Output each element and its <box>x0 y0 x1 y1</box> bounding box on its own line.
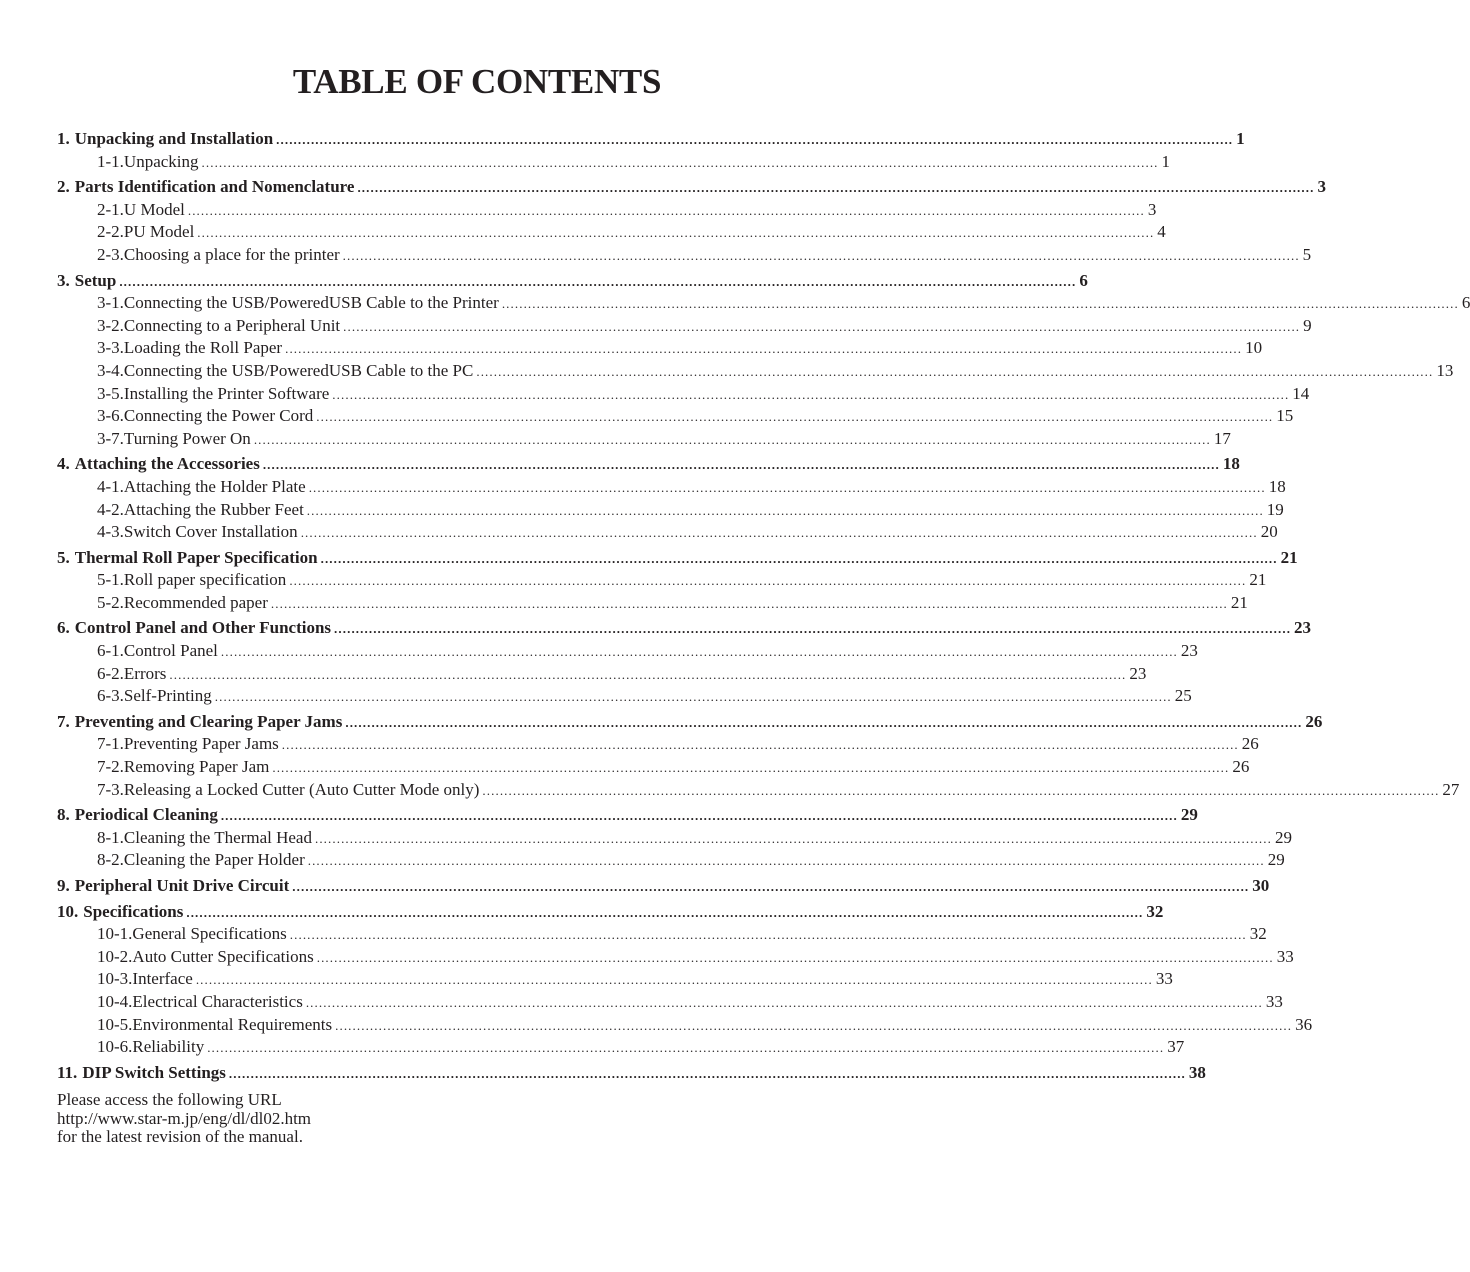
dot-leader: ............................................................................................................................................................................................................................ <box>119 273 1077 289</box>
toc-section-entry[interactable] <box>57 176 1326 199</box>
dot-leader: ............................................................................................................................................................................................................................ <box>195 972 1153 988</box>
entry-number: 6-1. <box>97 641 124 661</box>
entry-title: Environmental Requirements <box>132 1014 333 1034</box>
entry-title: Turning Power On <box>123 428 251 448</box>
entry-title: Recommended paper <box>123 592 268 612</box>
page-number: 33 <box>1155 969 1173 989</box>
dot-leader: ............................................................................................................................................................................................................................ <box>207 1040 1165 1056</box>
entry-title: Connecting the USB/PoweredUSB Cable to the PC <box>123 360 474 380</box>
note-line-1: Please access the following URL <box>57 1090 282 1109</box>
entry-title: Electrical Characteristics <box>132 991 303 1011</box>
entry-number: 1-1. <box>97 151 124 171</box>
entry-number: 7-1. <box>97 734 124 754</box>
toc-subsection-entry[interactable] <box>57 849 1285 872</box>
dot-leader: ............................................................................................................................................................................................................................ <box>281 737 1239 753</box>
toc-section <box>57 176 1326 266</box>
entry-number: 7-2. <box>97 757 124 777</box>
dot-leader: ............................................................................................................................................................................................................................ <box>345 714 1303 730</box>
entry-title: Peripheral Unit Drive Circuit <box>74 876 290 895</box>
entry-number: 5-1. <box>97 570 124 590</box>
entry-title: U Model <box>123 199 185 219</box>
toc-section-entry[interactable] <box>57 711 1323 734</box>
dot-leader: ............................................................................................................................................................................................................................ <box>289 927 1247 943</box>
page-number: 13 <box>1436 360 1454 380</box>
dot-leader: ............................................................................................................................................................................................................................ <box>308 479 1266 495</box>
dot-leader: ............................................................................................................................................................................................................................ <box>272 760 1230 776</box>
page-number: 23 <box>1129 663 1147 683</box>
entry-number: 10-4. <box>97 991 133 1011</box>
entry-number: 5-2. <box>97 592 124 612</box>
entry-number: 3-1. <box>97 293 124 313</box>
page-number: 5 <box>1302 244 1312 264</box>
toc-section <box>57 270 1470 451</box>
dot-leader: ............................................................................................................................................................................................................................ <box>357 180 1315 196</box>
toc-subsection-entry[interactable] <box>57 1014 1313 1037</box>
toc-section-entry[interactable] <box>57 270 1088 293</box>
dot-leader: ............................................................................................................................................................................................................................ <box>285 341 1243 357</box>
toc-section-entry[interactable] <box>57 617 1312 640</box>
page-number: 6 <box>1079 270 1088 290</box>
dot-leader: ............................................................................................................................................................................................................................ <box>253 431 1211 447</box>
entry-number: 6. <box>57 618 70 638</box>
page-number: 21 <box>1249 570 1267 590</box>
entry-number: 4-3. <box>97 522 124 542</box>
page-number: 18 <box>1222 454 1240 474</box>
page-number: 14 <box>1292 383 1310 403</box>
entry-title: Attaching the Accessories <box>74 454 260 474</box>
entry-number: 7. <box>57 711 70 731</box>
toc-section-entry[interactable] <box>57 547 1298 570</box>
page-number: 21 <box>1230 592 1248 612</box>
page-number: 32 <box>1249 924 1267 944</box>
dot-leader: ............................................................................................................................................................................................................................ <box>305 994 1263 1010</box>
page-number: 29 <box>1267 850 1285 870</box>
entry-number: 3-4. <box>97 360 124 380</box>
dot-leader: ............................................................................................................................................................................................................................ <box>314 830 1272 846</box>
entry-number: 8-1. <box>97 827 124 847</box>
page-number: 27 <box>1442 779 1460 799</box>
dot-leader: ............................................................................................................................................................................................................................ <box>214 689 1172 705</box>
toc-subsection-entry[interactable] <box>57 968 1173 991</box>
dot-leader: ............................................................................................................................................................................................................................ <box>289 573 1247 589</box>
entry-title: Loading the Roll Paper <box>123 338 283 358</box>
toc-subsection-entry[interactable] <box>57 292 1470 315</box>
entry-title: Attaching the Rubber Feet <box>123 499 304 519</box>
entry-title: Parts Identification and Nomenclature <box>74 177 355 197</box>
page-number: 36 <box>1295 1014 1313 1034</box>
page-number: 19 <box>1266 499 1284 519</box>
entry-title: Switch Cover Installation <box>123 522 298 542</box>
page-number: 18 <box>1268 476 1286 496</box>
entry-title: Control Panel and Other Functions <box>74 618 332 638</box>
toc-subsection-entry[interactable] <box>57 221 1166 244</box>
toc-section <box>57 711 1460 801</box>
entry-title: Choosing a place for the printer <box>123 244 340 264</box>
note-line-3: for the latest revision of the manual. <box>57 1127 303 1146</box>
dot-leader: ............................................................................................................................................................................................................................ <box>501 296 1459 312</box>
page-number: 26 <box>1241 734 1259 754</box>
page-number: 3 <box>1317 177 1326 197</box>
entry-number: 3-2. <box>97 315 124 335</box>
entry-number: 6-2. <box>97 663 124 683</box>
page-number: 26 <box>1232 757 1250 777</box>
toc-section <box>57 453 1286 543</box>
dot-leader: ............................................................................................................................................................................................................................ <box>228 1065 1186 1081</box>
entry-number: 8. <box>57 805 70 825</box>
toc-subsection-entry[interactable] <box>57 405 1294 428</box>
entry-number: 9. <box>57 876 70 895</box>
dot-leader: ............................................................................................................................................................................................................................ <box>476 363 1434 379</box>
entry-number: 1. <box>57 129 70 148</box>
entry-number: 2-1. <box>97 199 124 219</box>
toc-subsection-entry[interactable] <box>57 244 1312 267</box>
entry-number: 3. <box>57 270 70 290</box>
dot-leader: ............................................................................................................................................................................................................................ <box>335 1017 1293 1033</box>
page-number: 38 <box>1188 1062 1206 1082</box>
dot-leader: ............................................................................................................................................................................................................................ <box>201 154 1159 170</box>
toc-subsection-entry[interactable] <box>57 315 1312 338</box>
revision-note <box>57 1091 311 1147</box>
dot-leader: ............................................................................................................................................................................................................................ <box>482 782 1440 798</box>
entry-title: Preventing and Clearing Paper Jams <box>74 711 343 731</box>
page-number: 29 <box>1180 805 1198 825</box>
dot-leader: ............................................................................................................................................................................................................................ <box>262 457 1220 473</box>
entry-title: Connecting to a Peripheral Unit <box>123 315 341 335</box>
entry-title: Specifications <box>83 901 184 921</box>
page-number: 23 <box>1294 618 1312 638</box>
entry-title: Roll paper specification <box>123 570 287 590</box>
page-number: 15 <box>1276 406 1294 426</box>
page-number: 23 <box>1180 641 1198 661</box>
entry-title: Self-Printing <box>123 686 212 706</box>
toc-subsection-entry[interactable] <box>57 592 1248 615</box>
dot-leader: ............................................................................................................................................................................................................................ <box>276 132 1234 147</box>
entry-title: Errors <box>123 663 167 683</box>
page-number: 30 <box>1252 876 1270 895</box>
entry-title: Installing the Printer Software <box>123 383 330 403</box>
dot-leader: ............................................................................................................................................................................................................................ <box>300 525 1258 541</box>
page-number: 17 <box>1213 428 1231 448</box>
toc-section-entry[interactable] <box>57 901 1164 924</box>
toc-subsection-entry[interactable] <box>57 827 1292 850</box>
entry-number: 6-3. <box>97 686 124 706</box>
dot-leader: ............................................................................................................................................................................................................................ <box>292 879 1250 894</box>
entry-title: Connecting the Power Cord <box>123 406 314 426</box>
page-number: 1 <box>1161 151 1171 171</box>
toc-subsection-entry[interactable] <box>57 779 1460 802</box>
toc-subsection-entry[interactable] <box>57 756 1250 779</box>
dot-leader: ............................................................................................................................................................................................................................ <box>342 247 1300 263</box>
dot-leader: ............................................................................................................................................................................................................................ <box>187 202 1145 218</box>
entry-number: 2-2. <box>97 222 124 242</box>
entry-title: Interface <box>132 969 193 989</box>
dot-leader: ............................................................................................................................................................................................................................ <box>332 386 1290 402</box>
page-number: 6 <box>1461 293 1470 313</box>
entry-title: PU Model <box>123 222 195 242</box>
entry-title: Attaching the Holder Plate <box>123 476 306 496</box>
page-number: 26 <box>1305 711 1323 731</box>
page-number: 20 <box>1260 522 1278 542</box>
entry-title: Setup <box>74 270 117 290</box>
page-title: TABLE OF CONTENTS <box>292 62 662 101</box>
page-number: 9 <box>1303 315 1312 335</box>
toc-subsection-entry[interactable] <box>57 569 1267 592</box>
toc-subsection-entry[interactable] <box>57 1036 1185 1059</box>
page-number: 32 <box>1146 901 1164 921</box>
toc-section <box>57 128 1245 173</box>
toc-subsection-entry[interactable] <box>57 499 1284 522</box>
page-number: 3 <box>1147 199 1157 219</box>
entry-title: Removing Paper Jam <box>123 757 270 777</box>
dot-leader: ............................................................................................................................................................................................................................ <box>316 949 1274 965</box>
entry-title: Cleaning the Paper Holder <box>123 850 305 870</box>
toc-section-entry[interactable] <box>57 1062 1206 1085</box>
toc-section <box>57 547 1298 615</box>
toc-subsection-entry[interactable] <box>57 383 1310 406</box>
page-number: 29 <box>1274 827 1292 847</box>
toc-section <box>57 617 1312 707</box>
toc-subsection-entry[interactable] <box>57 663 1147 686</box>
entry-number: 8-2. <box>97 850 124 870</box>
toc-subsection-entry[interactable] <box>57 946 1294 969</box>
entry-title: Thermal Roll Paper Specification <box>74 547 318 567</box>
entry-number: 3-7. <box>97 428 124 448</box>
dot-leader: ............................................................................................................................................................................................................................ <box>320 550 1278 566</box>
entry-title: Auto Cutter Specifications <box>132 946 314 966</box>
dot-leader: ............................................................................................................................................................................................................................ <box>186 904 1144 920</box>
page-number: 33 <box>1276 946 1294 966</box>
entry-title: General Specifications <box>132 924 287 944</box>
entry-number: 3-6. <box>97 406 124 426</box>
entry-title: Releasing a Locked Cutter (Auto Cutter Mode only) <box>123 779 480 799</box>
toc-subsection-entry[interactable] <box>57 337 1263 360</box>
dot-leader: ............................................................................................................................................................................................................................ <box>334 621 1292 637</box>
dot-leader: ............................................................................................................................................................................................................................ <box>307 853 1265 869</box>
table-of-contents <box>57 128 1470 1087</box>
entry-title: Control Panel <box>123 641 218 661</box>
entry-number: 10-6. <box>97 1037 133 1057</box>
toc-subsection-entry[interactable] <box>57 685 1192 708</box>
toc-subsection-entry[interactable] <box>57 428 1231 451</box>
entry-number: 10-2. <box>97 946 133 966</box>
entry-number: 10. <box>57 901 79 921</box>
entry-title: Unpacking and Installation <box>74 129 274 148</box>
entry-title: Cleaning the Thermal Head <box>123 827 312 847</box>
toc-subsection-entry[interactable] <box>57 476 1286 499</box>
dot-leader: ............................................................................................................................................................................................................................ <box>316 409 1274 425</box>
dot-leader: ............................................................................................................................................................................................................................ <box>220 644 1178 660</box>
entry-number: 10-5. <box>97 1014 133 1034</box>
page-number: 33 <box>1265 991 1283 1011</box>
toc-section <box>57 901 1313 1059</box>
page-number: 25 <box>1174 686 1192 706</box>
entry-number: 3-3. <box>97 338 124 358</box>
entry-title: Reliability <box>132 1037 205 1057</box>
entry-title: Periodical Cleaning <box>74 805 218 825</box>
toc-section <box>57 875 1270 898</box>
toc-subsection-entry[interactable] <box>57 360 1454 383</box>
page-number: 1 <box>1236 129 1245 148</box>
page-number: 21 <box>1280 547 1298 567</box>
entry-number: 7-3. <box>97 779 124 799</box>
toc-section <box>57 1062 1206 1085</box>
entry-number: 2. <box>57 177 70 197</box>
toc-section-entry[interactable] <box>57 128 1245 151</box>
toc-subsection-entry[interactable] <box>57 199 1157 222</box>
entry-number: 3-5. <box>97 383 124 403</box>
entry-title: Preventing Paper Jams <box>123 734 279 754</box>
entry-title: Unpacking <box>123 151 199 171</box>
entry-number: 4-2. <box>97 499 124 519</box>
toc-subsection-entry[interactable] <box>57 640 1198 663</box>
entry-title: Connecting the USB/PoweredUSB Cable to the Printer <box>123 293 499 313</box>
toc-subsection-entry[interactable] <box>57 521 1278 544</box>
dot-leader: ............................................................................................................................................................................................................................ <box>220 808 1178 824</box>
page-number: 37 <box>1167 1037 1185 1057</box>
entry-number: 10-3. <box>97 969 133 989</box>
dot-leader: ............................................................................................................................................................................................................................ <box>169 666 1127 682</box>
dot-leader: ............................................................................................................................................................................................................................ <box>343 318 1301 334</box>
dot-leader: ............................................................................................................................................................................................................................ <box>306 502 1264 518</box>
dot-leader: ............................................................................................................................................................................................................................ <box>197 225 1155 241</box>
page-number: 4 <box>1157 222 1166 242</box>
page-number: 10 <box>1245 338 1263 358</box>
entry-number: 4-1. <box>97 476 124 496</box>
toc-section-entry[interactable] <box>57 804 1198 827</box>
toc-subsection-entry[interactable] <box>57 923 1267 946</box>
toc-subsection-entry[interactable] <box>57 151 1171 174</box>
entry-number: 11. <box>57 1062 78 1082</box>
entry-number: 10-1. <box>97 924 133 944</box>
entry-number: 2-3. <box>97 244 124 264</box>
toc-subsection-entry[interactable] <box>57 733 1259 756</box>
toc-subsection-entry[interactable] <box>57 991 1283 1014</box>
toc-section-entry[interactable] <box>57 875 1270 898</box>
dot-leader: ............................................................................................................................................................................................................................ <box>270 595 1228 611</box>
toc-section-entry[interactable] <box>57 453 1240 476</box>
entry-number: 5. <box>57 547 70 567</box>
entry-number: 4. <box>57 454 70 474</box>
entry-title: DIP Switch Settings <box>82 1062 226 1082</box>
toc-section <box>57 804 1292 872</box>
note-url-link[interactable]: http://www.star-m.jp/eng/dl/dl02.htm <box>57 1108 312 1128</box>
